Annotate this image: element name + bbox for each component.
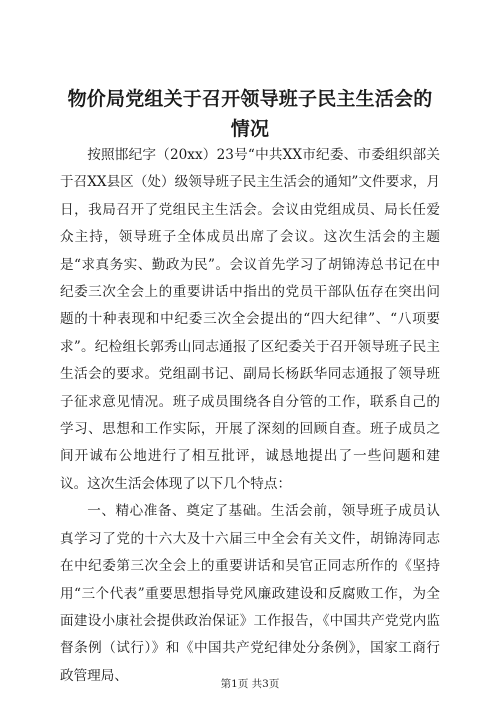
page-footer: 第1页 共3页 [220,678,280,690]
document-title: 物价局党组关于召开领导班子民主生活会的情况 [67,88,433,140]
document-body [60,142,440,690]
body-paragraph-1: 按照邯纪字（20xx）23号“中共XX市纪委、市委组织部关于召XX县区（处）级领导班子民主生活会的通知”文件要求，月日，我局召开了党组民主生活会。会议由党组成员、局长任爱众主持，领导班子全体成员出席了会议。这次生活会的主题是“求真务实、勤政为民”。会议首先学习了胡锦涛总书记在中纪委三次全会上的重要讲话中指出的党员干部队伍存在突出问题的十种表现和中纪委三次全会提出的“四大纪律”、“八项要求”。纪检组长郭秀山同志通报了区纪委关于召开领导班子民主生活会的要求。党组副书记、副局长杨跃华同志通报了领导班子征求意见情况。班子成员围绕各自分管的工作，联系自己的学习、思想和工作实际，开展了深刻的回顾自查。班子成员之间开诚布公地进行了相互批评，诚恳地提出了一些问题和建议。这次生活会体现了以下几个特点： [60,147,440,492]
body-paragraph-2: 一、精心准备、奠定了基础。生活会前，领导班子成员认真学习了党的十六大及十六届三中全会有关文件，胡锦涛同志在中纪委第三次全会上的重要讲话和吴官正同志所作的《坚持用“三个代表”重要思想指导党风廉政建设和反腐败工作，为全面建设小康社会提供政治保证》工作报告，《中国共产党党内监督条例（试行）》和《中国共产党纪律处分条例》，国家工商行政管理局、 [60,503,440,684]
